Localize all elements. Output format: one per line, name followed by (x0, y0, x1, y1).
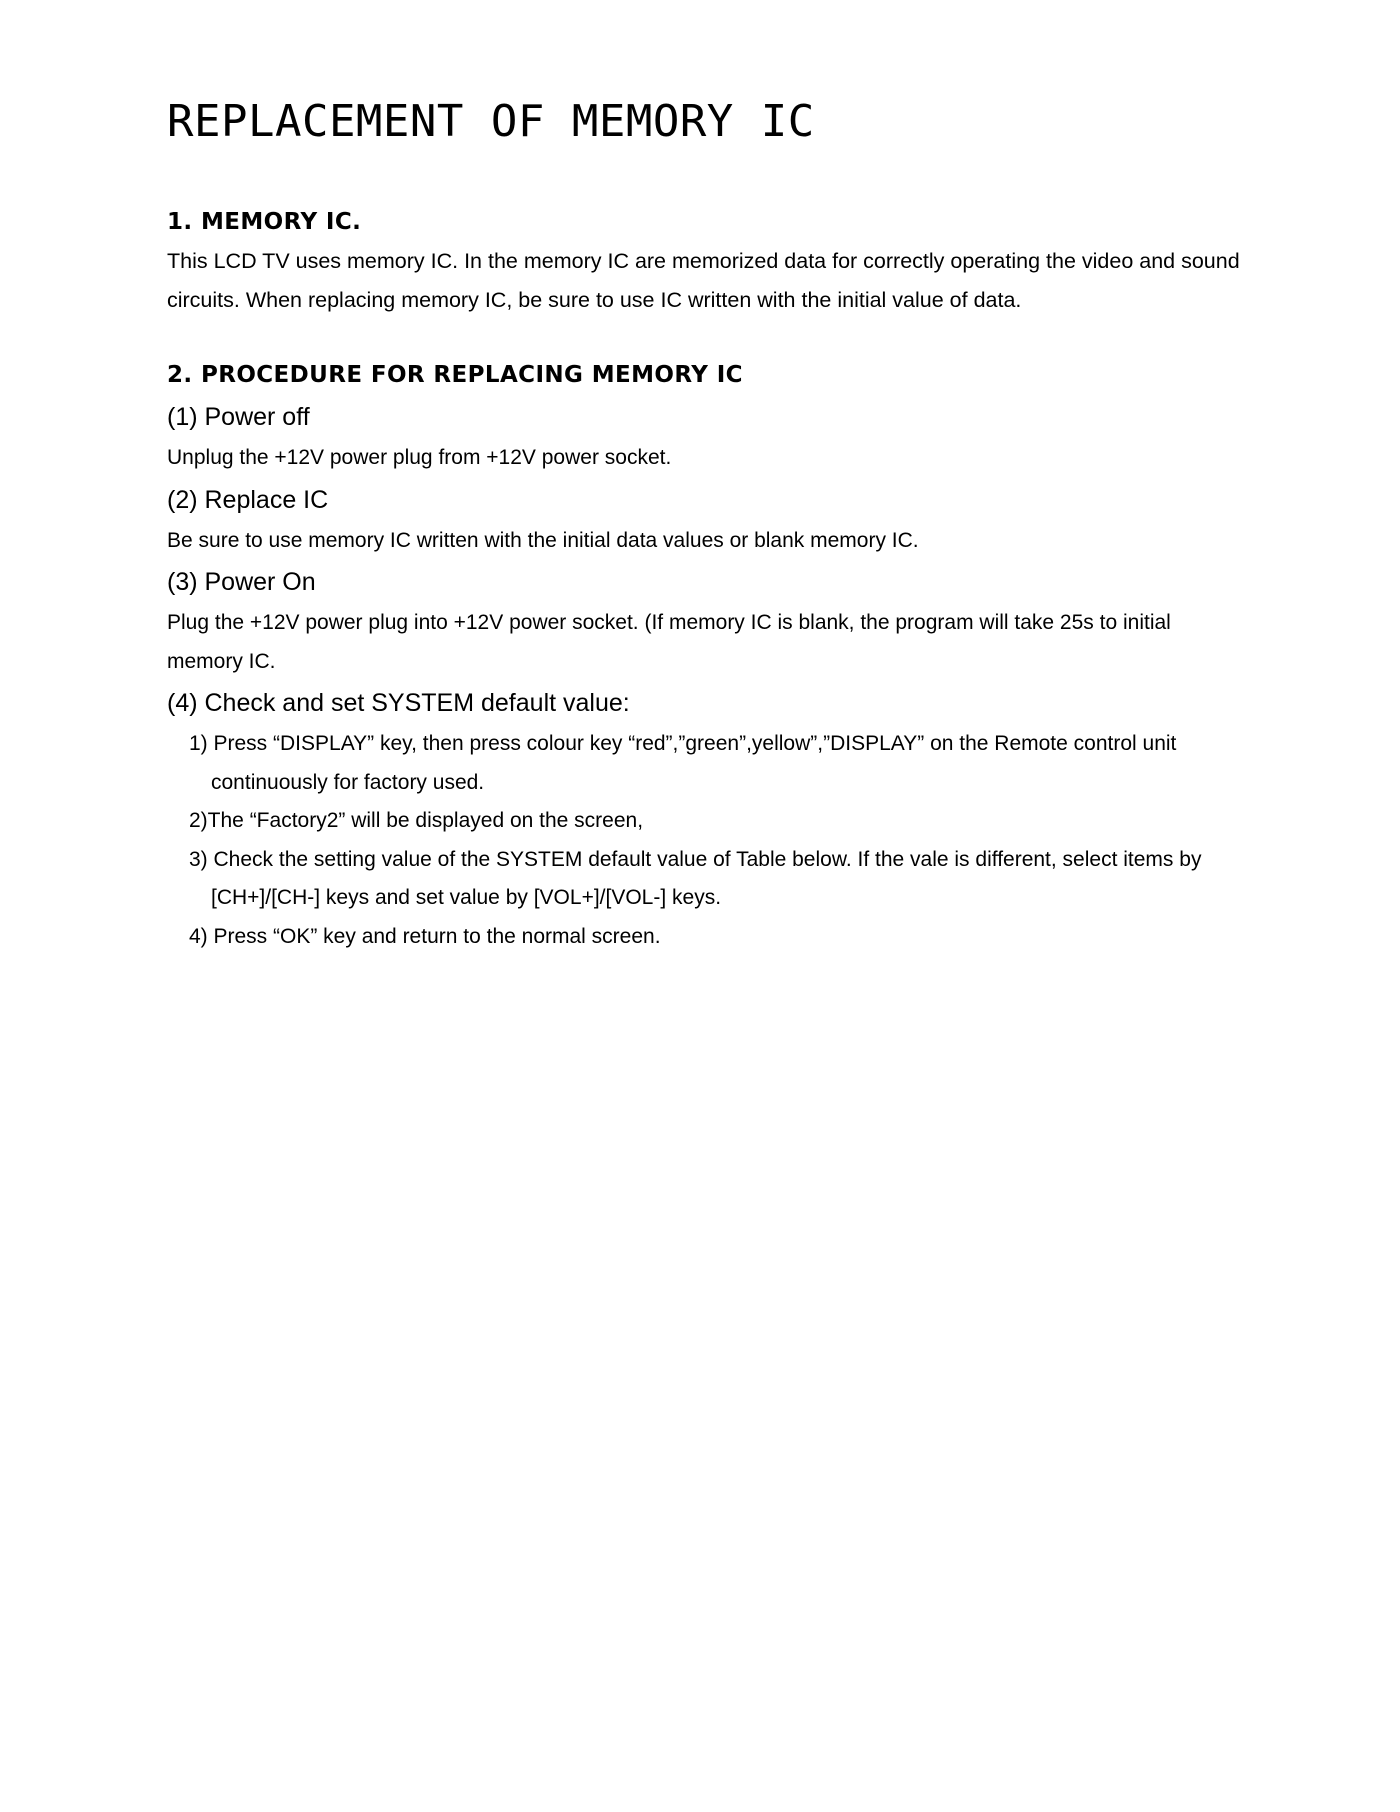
substep-item: 3) Check the setting value of the SYSTEM default value of Table below. If the vale is different, select items by [CH+]/[CH-] keys and set value by [VOL+]/[VOL-] keys. (189, 847, 1202, 909)
substep-item: 1) Press “DISPLAY” key, then press colour key “red”,”green”,yellow”,”DISPLAY” on the Remote control unit continuously for factory used. (189, 732, 1177, 794)
section-heading-memory-ic: 1. MEMORY IC. (167, 209, 362, 235)
document-page (167, 90, 1247, 956)
substep-item: 2)The “Factory2” will be displayed on the screen, (189, 809, 644, 832)
step-heading: (3) Power On (167, 568, 316, 596)
section-heading-procedure: 2. PROCEDURE FOR REPLACING MEMORY IC (167, 362, 743, 388)
memory-ic-description: This LCD TV uses memory IC. In the memory IC are memorized data for correctly operating the video and sound circuits. When replacing memory IC, be sure to use IC written with the initial value of data. (167, 249, 1240, 312)
step-heading: (1) Power off (167, 403, 310, 431)
step-text: Plug the +12V power plug into +12V power socket. (If memory IC is blank, the program will take 25s to initial memory IC. (167, 611, 1171, 673)
substep-list (167, 725, 1247, 956)
step-power-off (167, 395, 1247, 478)
section-memory-ic (167, 202, 1247, 319)
document-title: REPLACEMENT OF MEMORY IC (167, 96, 815, 147)
substep-item: 4) Press “OK” key and return to the normal screen. (189, 924, 661, 948)
step-text: Unplug the +12V power plug from +12V power socket. (167, 446, 672, 469)
step-power-on (167, 560, 1247, 681)
step-heading: (4) Check and set SYSTEM default value: (167, 689, 630, 717)
step-text: Be sure to use memory IC written with the initial data values or blank memory IC. (167, 528, 919, 552)
step-check-system-default (167, 681, 1247, 956)
step-heading: (2) Replace IC (167, 485, 329, 514)
section-procedure (167, 355, 1247, 956)
step-replace-ic (167, 478, 1247, 561)
